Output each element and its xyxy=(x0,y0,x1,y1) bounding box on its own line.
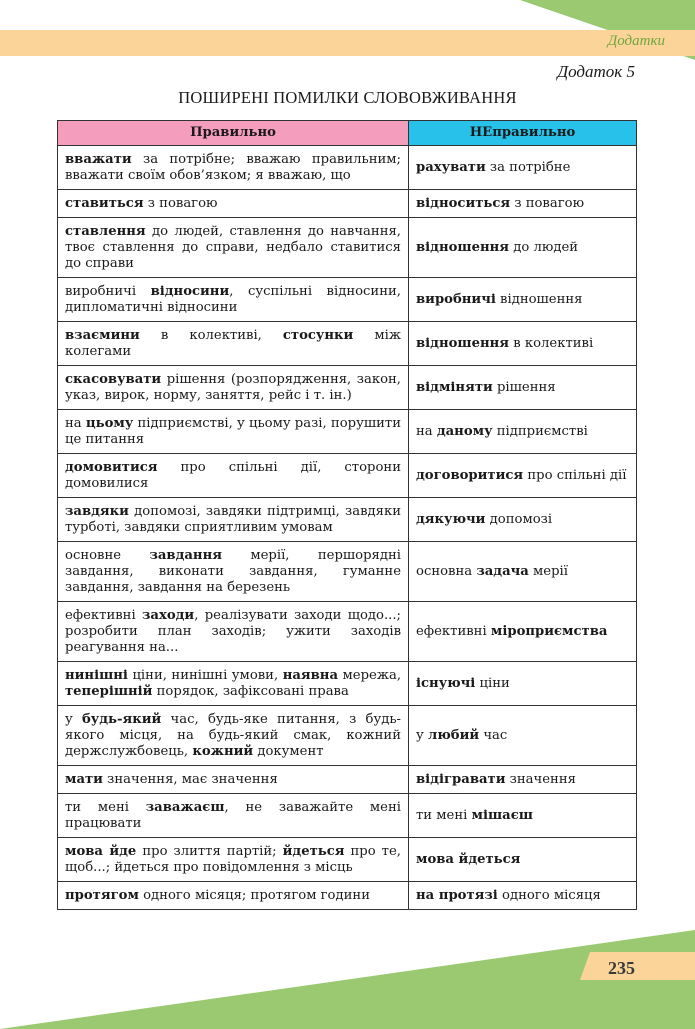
cell-text: порядок, зафіксовані права xyxy=(152,683,349,699)
highlighted-word: домовитися xyxy=(65,459,158,475)
cell-text: на xyxy=(65,415,86,431)
table-row xyxy=(58,542,637,602)
incorrect-usage-cell xyxy=(409,278,637,322)
table-row xyxy=(58,366,637,410)
correct-usage-cell xyxy=(58,706,409,766)
cell-text: за потрібне; вважаю правильним; вважати своїм обов’язком; я вважаю, що xyxy=(65,151,401,183)
correct-usage-cell xyxy=(58,662,409,706)
highlighted-word: відносини xyxy=(150,283,230,299)
cell-text: про спільні дії, сторони домовилися xyxy=(65,459,401,491)
highlighted-word: дякуючи xyxy=(416,511,486,527)
cell-text: допомозі, завдяки підтримці, завдяки турботі, завдяки сприятливим умовам xyxy=(65,503,401,535)
highlighted-word: стосунки xyxy=(282,327,354,343)
correct-usage-cell xyxy=(58,278,409,322)
cell-text: значення xyxy=(505,771,576,787)
highlighted-word: завдяки xyxy=(65,503,129,519)
correct-usage-cell xyxy=(58,766,409,794)
cell-text: , суспільні відносини, дипломатичні відносини xyxy=(65,283,401,315)
highlighted-word: виробничі xyxy=(416,291,496,307)
highlighted-word: відношення xyxy=(416,239,510,255)
cell-text: відношення xyxy=(495,291,583,307)
highlighted-word: існуючі xyxy=(416,675,476,691)
highlighted-word: кожний xyxy=(192,743,254,759)
highlighted-word: задача xyxy=(476,563,529,579)
incorrect-usage-cell xyxy=(409,838,637,882)
table-row xyxy=(58,146,637,190)
incorrect-usage-cell xyxy=(409,498,637,542)
incorrect-usage-cell xyxy=(409,542,637,602)
table-header-row xyxy=(58,121,637,146)
table-row xyxy=(58,454,637,498)
cell-text: про злиття партій; xyxy=(136,843,283,859)
correct-usage-cell xyxy=(58,838,409,882)
incorrect-usage-cell xyxy=(409,454,637,498)
word-usage-table xyxy=(57,120,637,910)
highlighted-word: відноситься xyxy=(416,195,511,211)
table-row xyxy=(58,278,637,322)
correct-usage-cell xyxy=(58,542,409,602)
cell-text: підприємстві xyxy=(492,423,588,439)
header-band xyxy=(0,30,695,56)
cell-text: ти мені xyxy=(416,807,472,823)
correct-usage-cell xyxy=(58,498,409,542)
cell-text: про спільні дії xyxy=(523,467,627,483)
incorrect-usage-cell xyxy=(409,190,637,218)
highlighted-word: наявна xyxy=(282,667,338,683)
correct-usage-cell xyxy=(58,322,409,366)
highlighted-word: ставиться xyxy=(65,195,144,211)
cell-text: з повагою xyxy=(510,195,585,211)
correct-usage-cell xyxy=(58,146,409,190)
correct-usage-cell xyxy=(58,794,409,838)
highlighted-word: цьому xyxy=(85,415,134,431)
highlighted-word: скасовувати xyxy=(65,371,162,387)
appendix-label: Додаток 5 xyxy=(557,62,635,81)
table-row xyxy=(58,766,637,794)
table-row xyxy=(58,190,637,218)
incorrect-usage-cell xyxy=(409,366,637,410)
table-row xyxy=(58,410,637,454)
cell-text: з повагою xyxy=(143,195,218,211)
cell-text: мережа, xyxy=(338,667,402,683)
highlighted-word: рахувати xyxy=(416,159,486,175)
correct-usage-cell xyxy=(58,366,409,410)
header-incorrect: НЕправильно xyxy=(409,121,637,146)
correct-usage-cell xyxy=(58,218,409,278)
highlighted-word: теперішній xyxy=(65,683,153,699)
highlighted-word: заходи xyxy=(142,607,195,623)
incorrect-usage-cell xyxy=(409,766,637,794)
cell-text: одного місяця xyxy=(497,887,601,903)
highlighted-word: йдеться xyxy=(282,843,345,859)
cell-text: у xyxy=(416,727,428,743)
cell-text: рішення xyxy=(492,379,556,395)
page-number: 235 xyxy=(608,958,635,978)
cell-text: підприємстві, у цьому разі, порушити це питання xyxy=(65,415,401,447)
correct-usage-cell xyxy=(58,410,409,454)
highlighted-word: мати xyxy=(65,771,103,787)
cell-text: значення, має значення xyxy=(102,771,278,787)
cell-text: до людей, ставлення до навчання, твоє ставлення до справи, недбало ставитися до справи xyxy=(65,223,401,271)
table-row xyxy=(58,322,637,366)
cell-text: за потрібне xyxy=(485,159,571,175)
highlighted-word: договоритися xyxy=(416,467,524,483)
highlighted-word: заважаєш xyxy=(145,799,225,815)
cell-text: у xyxy=(65,711,83,727)
cell-text: в колективі, xyxy=(139,327,283,343)
highlighted-word: на протязі xyxy=(416,887,498,903)
cell-text: рішення (розпорядження, закон, указ, вирок, норму, заняття, рейс і т. ін.) xyxy=(65,371,401,403)
cell-text: між колегами xyxy=(65,327,401,359)
table-row xyxy=(58,706,637,766)
cell-text: мерії, першорядні завдання, виконати завдання, гуманне завдання, завдання на березень xyxy=(65,547,402,595)
correct-usage-cell xyxy=(58,454,409,498)
cell-text: ефективні xyxy=(65,607,143,623)
highlighted-word: даному xyxy=(436,423,493,439)
cell-text: виробничі xyxy=(65,283,151,299)
correct-usage-cell xyxy=(58,190,409,218)
footer-decoration xyxy=(0,930,695,1029)
incorrect-usage-cell xyxy=(409,218,637,278)
cell-text: допомозі xyxy=(485,511,553,527)
correct-usage-cell xyxy=(58,882,409,910)
cell-text: документ xyxy=(253,743,324,759)
highlighted-word: взаємини xyxy=(65,327,140,343)
page-title: ПОШИРЕНІ ПОМИЛКИ СЛОВОВЖИВАННЯ xyxy=(178,88,517,107)
incorrect-usage-cell xyxy=(409,662,637,706)
highlighted-word: мова йде xyxy=(65,843,137,859)
highlighted-word: мова йдеться xyxy=(416,851,521,867)
cell-text: ціни xyxy=(475,675,510,691)
cell-text: до людей xyxy=(509,239,579,255)
highlighted-word: вважати xyxy=(65,151,132,167)
cell-text: час xyxy=(479,727,508,743)
table-row xyxy=(58,602,637,662)
highlighted-word: любий xyxy=(427,727,480,743)
highlighted-word: відміняти xyxy=(416,379,493,395)
incorrect-usage-cell xyxy=(409,706,637,766)
table-row xyxy=(58,498,637,542)
highlighted-word: мішаєш xyxy=(471,807,533,823)
incorrect-usage-cell xyxy=(409,602,637,662)
cell-text: час, будь-яке питання, з будь-якого місця, на будь-який смак, кожний держслужбовець, xyxy=(65,711,401,759)
table-row xyxy=(58,218,637,278)
incorrect-usage-cell xyxy=(409,882,637,910)
cell-text: , реалізувати заходи щодо...; розробити план заходів; ужити заходів реагування на... xyxy=(65,607,401,655)
section-label: Додатки xyxy=(607,33,665,49)
table-row xyxy=(58,794,637,838)
cell-text: основна xyxy=(416,563,477,579)
correct-usage-cell xyxy=(58,602,409,662)
cell-text: в колективі xyxy=(509,335,594,351)
table-row xyxy=(58,882,637,910)
highlighted-word: протягом xyxy=(65,887,139,903)
highlighted-word: нинішні xyxy=(65,667,128,683)
cell-text: про те, щоб...; йдеться про повідомлення з місць xyxy=(65,843,401,875)
highlighted-word: ставлення xyxy=(65,223,146,239)
highlighted-word: відігравати xyxy=(416,771,506,787)
incorrect-usage-cell xyxy=(409,794,637,838)
incorrect-usage-cell xyxy=(409,322,637,366)
cell-text: на xyxy=(416,423,437,439)
cell-text: ціни, нинішні умови, xyxy=(127,667,283,683)
incorrect-usage-cell xyxy=(409,146,637,190)
header-correct: Правильно xyxy=(58,121,409,146)
cell-text: ефективні xyxy=(416,623,491,639)
highlighted-word: завдання xyxy=(149,547,222,563)
cell-text: , не заважайте мені працювати xyxy=(65,799,401,831)
cell-text: ти мені xyxy=(65,799,146,815)
highlighted-word: відношення xyxy=(416,335,510,351)
cell-text: мерії xyxy=(528,563,568,579)
cell-text: одного місяця; протягом години xyxy=(138,887,370,903)
table-row xyxy=(58,662,637,706)
table-row xyxy=(58,838,637,882)
incorrect-usage-cell xyxy=(409,410,637,454)
highlighted-word: будь-який xyxy=(82,711,162,727)
cell-text: основне xyxy=(65,547,150,563)
highlighted-word: мiроприємства xyxy=(490,623,608,639)
